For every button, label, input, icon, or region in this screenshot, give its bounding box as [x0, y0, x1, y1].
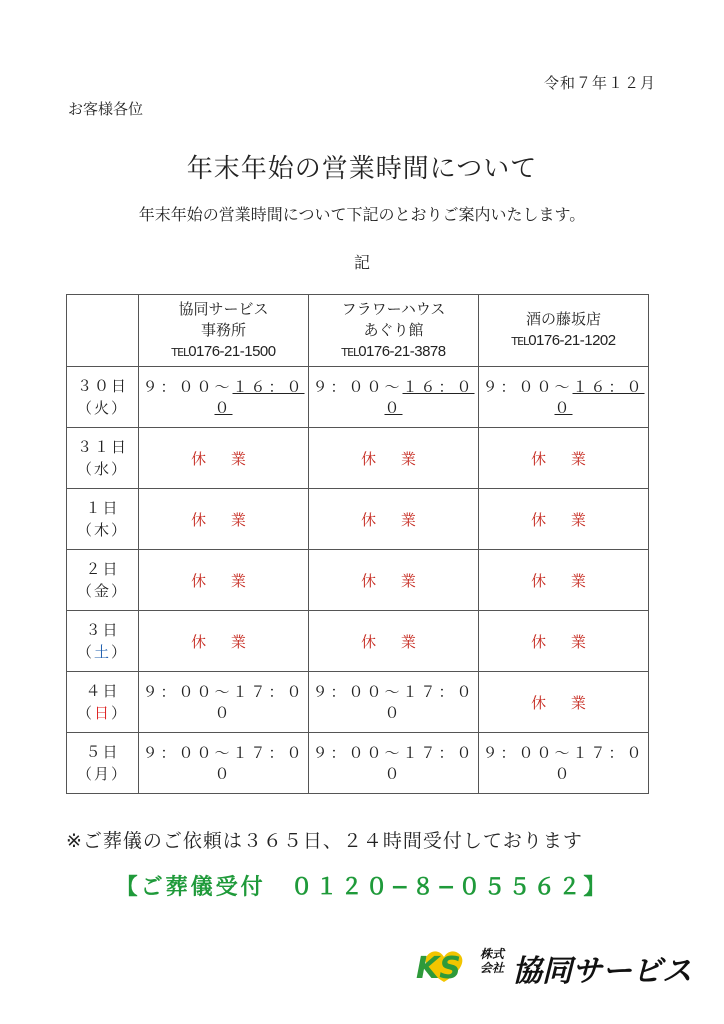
store-name-line2: 事務所 — [200, 320, 246, 339]
weekday-label: 金 — [93, 582, 111, 600]
store-name-line2: あぐり館 — [363, 320, 424, 339]
table-row — [67, 489, 649, 550]
column-header — [139, 295, 309, 367]
day-label: ３日 — [85, 621, 120, 639]
store-name: フラワーハウス — [341, 299, 446, 318]
table-row — [67, 550, 649, 611]
weekday-label: 日 — [93, 704, 111, 722]
closed-cell: 休 業 — [479, 428, 649, 489]
date-cell: １日 （木） — [67, 489, 139, 550]
closed-cell: 休 業 — [309, 428, 479, 489]
hours-cell: ９：００〜１７：００ — [479, 733, 649, 794]
day-label: ２日 — [85, 560, 120, 578]
store-name: 酒の藤坂店 — [525, 310, 601, 328]
store-tel: 0176-21-1500 — [188, 342, 276, 360]
date-cell: ３０日 （火） — [67, 367, 139, 428]
weekday-label: 木 — [93, 521, 111, 539]
day-label: ３１日 — [76, 438, 128, 456]
logo-company-name: 協同サービス — [512, 954, 692, 989]
weekday-label: 月 — [93, 765, 111, 783]
weekday-label: 火 — [93, 399, 111, 417]
closed-cell: 休 業 — [139, 489, 309, 550]
company-logo — [414, 944, 692, 989]
closed-cell: 休 業 — [309, 611, 479, 672]
logo-mark-text: KS — [416, 951, 461, 986]
table-row — [67, 733, 649, 794]
hours-cell: ９：００〜１６：００ — [479, 367, 649, 428]
schedule-table — [66, 294, 649, 794]
date-cell: ３１日 （水） — [67, 428, 139, 489]
weekday-label: 土 — [93, 643, 111, 661]
closed-cell: 休 業 — [479, 611, 649, 672]
column-header — [309, 295, 479, 367]
header-corner — [67, 295, 139, 367]
closed-cell: 休 業 — [139, 611, 309, 672]
hours-cell: ９：００〜１７：００ — [139, 733, 309, 794]
tel-prefix: TEL — [171, 345, 189, 359]
store-name: 協同サービス — [178, 299, 269, 318]
day-label: ３０日 — [76, 377, 128, 395]
table-row — [67, 367, 649, 428]
page-title: 年末年始の営業時間について — [186, 154, 538, 184]
date-cell: ３日 （土） — [67, 611, 139, 672]
hours-cell: ９：００〜１７：００ — [139, 672, 309, 733]
closed-cell: 休 業 — [139, 550, 309, 611]
hours-cell: ９：００〜１６：００ — [139, 367, 309, 428]
document-date: 令和７年１２月 — [543, 74, 656, 92]
store-tel: 0176-21-3878 — [358, 342, 446, 360]
store-tel: 0176-21-1202 — [528, 332, 616, 349]
table-row — [67, 611, 649, 672]
closed-cell: 休 業 — [479, 489, 649, 550]
day-label: ５日 — [85, 743, 120, 761]
closed-cell: 休 業 — [309, 489, 479, 550]
hours-cell: ９：００〜１６：００ — [309, 367, 479, 428]
weekday-label: 水 — [93, 460, 111, 478]
tel-prefix: TEL — [511, 335, 529, 348]
hours-cell: ９：００〜１７：００ — [309, 733, 479, 794]
closed-cell: 休 業 — [309, 550, 479, 611]
day-label: １日 — [85, 499, 120, 517]
logo-kabushiki: 株式 会社 — [480, 947, 505, 975]
ki-marker: 記 — [353, 253, 370, 272]
closed-cell: 休 業 — [479, 672, 649, 733]
table-row — [67, 672, 649, 733]
date-cell: ４日 （日） — [67, 672, 139, 733]
funeral-note: ※ご葬儀のご依頼は３６５日、２４時間受付しております — [66, 830, 583, 852]
table-header-row — [67, 295, 649, 367]
column-header — [479, 295, 649, 367]
date-cell: ２日 （金） — [67, 550, 139, 611]
closed-cell: 休 業 — [139, 428, 309, 489]
intro-text: 年末年始の営業時間について下記のとおりご案内いたします。 — [138, 205, 586, 224]
tel-prefix: TEL — [341, 345, 359, 359]
table-row — [67, 428, 649, 489]
hours-cell: ９：００〜１７：００ — [309, 672, 479, 733]
closed-cell: 休 業 — [479, 550, 649, 611]
day-label: ４日 — [85, 682, 120, 700]
ks-heart-icon — [414, 944, 474, 986]
addressee: お客様各位 — [68, 100, 144, 118]
funeral-reception-phone: 【ご葬儀受付 ０１２０−８−０５５６２】 — [115, 875, 609, 900]
date-cell: ５日 （月） — [67, 733, 139, 794]
